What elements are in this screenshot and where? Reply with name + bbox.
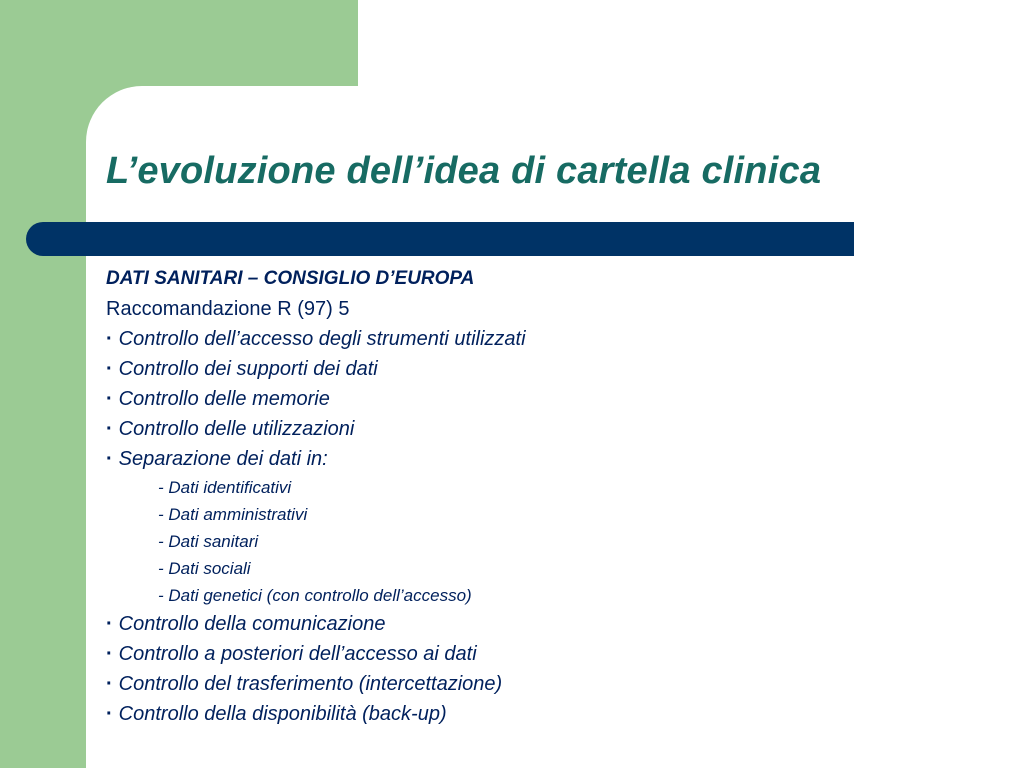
- title-divider-bar: [26, 222, 854, 256]
- bullet-text: Controllo delle utilizzazioni: [118, 418, 355, 440]
- bullet-mark: ·: [106, 418, 113, 440]
- slide-title: L’evoluzione dell’idea di cartella clinica: [106, 150, 822, 192]
- bullet-item: [106, 414, 1006, 444]
- bullet-mark: ·: [106, 328, 113, 350]
- bullet-mark: ·: [106, 358, 113, 380]
- bullet-item: [106, 609, 1006, 639]
- bullet-item: [106, 384, 1006, 414]
- bullet-text: Controllo dell’accesso degli strumenti utilizzati: [118, 328, 526, 350]
- bullet-item: [106, 354, 1006, 384]
- bullet-item: [106, 324, 1006, 354]
- bullet-item: [106, 444, 1006, 474]
- bullet-text: Controllo del trasferimento (intercettazione): [118, 673, 503, 695]
- bullet-text: Controllo delle memorie: [118, 388, 330, 410]
- slide-body: [106, 264, 1006, 729]
- bullet-mark: ·: [106, 703, 113, 725]
- bullet-text: Separazione dei dati in:: [118, 448, 328, 470]
- sub-list-item: - Dati sociali: [158, 559, 251, 578]
- bullet-mark: ·: [106, 643, 113, 665]
- sub-list-item: - Dati sanitari: [158, 532, 259, 551]
- section-heading: DATI SANITARI – CONSIGLIO D’EUROPA: [106, 268, 475, 289]
- bullet-mark: ·: [106, 613, 113, 635]
- bullet-text: Controllo a posteriori dell’accesso ai dati: [118, 643, 477, 665]
- sub-list-item: - Dati amministrativi: [158, 505, 308, 524]
- bullet-text: Controllo dei supporti dei dati: [118, 358, 378, 380]
- bullet-item: [106, 699, 1006, 729]
- bullet-mark: ·: [106, 448, 113, 470]
- bullet-item: [106, 669, 1006, 699]
- sub-list-item: - Dati genetici (con controllo dell’accesso): [158, 586, 472, 605]
- sub-list-item: - Dati identificativi: [158, 478, 292, 497]
- recommendation-reference: Raccomandazione R (97) 5: [106, 298, 350, 320]
- bullet-text: Controllo della comunicazione: [118, 613, 386, 635]
- bullet-text: Controllo della disponibilità (back-up): [118, 703, 447, 725]
- bullet-mark: ·: [106, 673, 113, 695]
- bullet-item: [106, 639, 1006, 669]
- bullet-mark: ·: [106, 388, 113, 410]
